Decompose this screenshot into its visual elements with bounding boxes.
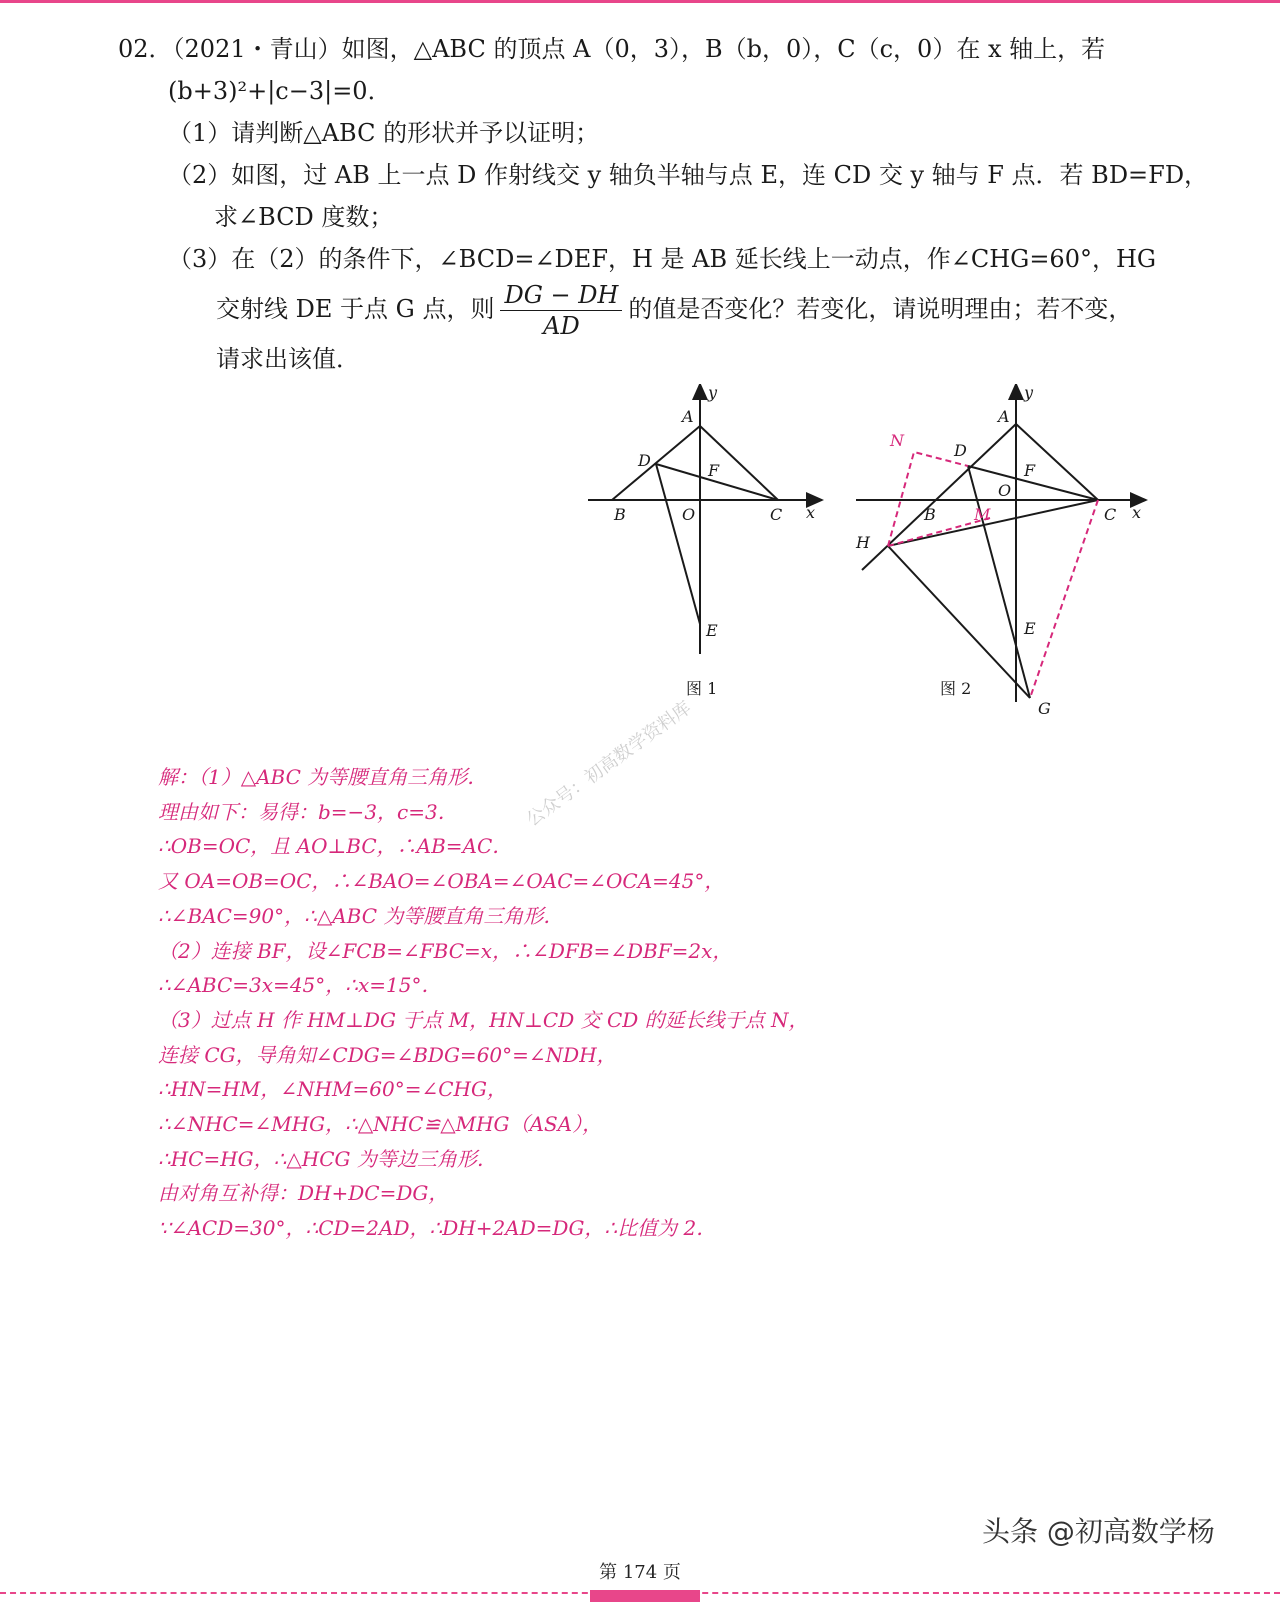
problem-line-1: 02．（2021・青山）如图，△ABC 的顶点 A（0，3），B（b，0），C（c，0）在 x 轴上，若 (118, 35, 1106, 63)
label-h: H (856, 533, 870, 552)
top-rule (0, 0, 1280, 3)
solution-line: ∴∠NHC=∠MHG，∴△NHC≌△MHG（ASA）， (158, 1112, 603, 1137)
label-m: M (974, 505, 991, 524)
solution-line: ∴OB=OC，且 AO⊥BC，∴AB=AC． (158, 834, 513, 859)
label-y: y (708, 384, 718, 402)
label-e: E (1024, 619, 1036, 638)
fraction-denominator: AD (543, 312, 580, 340)
solution-line: 又 OA=OB=OC，∴∠BAO=∠OBA=∠OAC=∠OCA=45°， (158, 869, 725, 894)
question-3-cont (118, 280, 1178, 338)
label-c: C (1104, 505, 1117, 524)
label-d: D (954, 441, 967, 460)
label-f: F (708, 461, 720, 480)
footer-bar (590, 1590, 700, 1602)
label-b: B (924, 505, 936, 524)
segment-ab (612, 426, 700, 500)
label-b: B (614, 505, 626, 524)
brand-watermark: 头条 @初高数学杨 (982, 1515, 1215, 1548)
solution (158, 760, 1058, 1246)
question-3-pre: 交射线 DE 于点 G 点，则 (216, 295, 495, 323)
label-o: O (998, 481, 1012, 500)
question-2: （2）如图，过 AB 上一点 D 作射线交 y 轴负半轴与点 E，连 CD 交 y 轴与 F 点．若 BD=FD， (168, 161, 1209, 189)
solution-line: 连接 CG，导角知∠CDG=∠BDG=60°=∠NDH， (158, 1042, 617, 1067)
solution-line: 理由如下：易得：b=−3，c=3． (158, 799, 458, 824)
segment-hc (888, 500, 1098, 546)
solution-line: ∴HN=HM，∠NHM=60°=∠CHG， (158, 1077, 507, 1102)
fraction (500, 280, 622, 341)
label-a: A (682, 407, 694, 426)
label-x: x (806, 503, 816, 522)
page-number: 第 174 页 (599, 1562, 681, 1583)
solution-line: 解：（1）△ABC 为等腰直角三角形． (158, 765, 488, 789)
question-1: （1）请判断△ABC 的形状并予以证明； (168, 119, 600, 147)
solution-line: ∴HC=HG，∴△HCG 为等边三角形． (158, 1146, 497, 1171)
question-3-post: 的值是否变化？若变化，请说明理由；若不变， (628, 295, 1133, 323)
label-n: N (890, 431, 904, 450)
label-x: x (1132, 503, 1142, 522)
figure-1-svg (588, 384, 828, 714)
figure-2-svg (852, 384, 1162, 724)
question-2-cont: 求∠BCD 度数； (214, 203, 394, 231)
label-e: E (706, 621, 718, 640)
label-y: y (1024, 384, 1034, 402)
label-o: O (682, 505, 696, 524)
fraction-numerator: DG − DH (500, 280, 622, 311)
label-f: F (1024, 461, 1036, 480)
figure-1-caption: 图 1 (686, 679, 718, 698)
solution-line: （3）过点 H 作 HM⊥DG 于点 M，HN⊥CD 交 CD 的延长线于点 N， (158, 1007, 809, 1032)
solution-line: （2）连接 BF，设∠FCB=∠FBC=x，∴∠DFB=∠DBF=2x， (158, 938, 733, 963)
figure-2-caption: 图 2 (940, 679, 972, 698)
figure-2 (852, 384, 1162, 724)
watermark: 公众号：初高数学资料库 (522, 697, 696, 831)
question-3: （3）在（2）的条件下，∠BCD=∠DEF，H 是 AB 延长线上一动点，作∠CHG=60°，HG (168, 245, 1157, 273)
solution-line: 由对角互补得：DH+DC=DG， (158, 1181, 449, 1206)
label-a: A (998, 407, 1010, 426)
solution-line: ∴∠BAC=90°，∴△ABC 为等腰直角三角形． (158, 903, 564, 928)
problem-condition: (b+3)²+|c−3|=0． (168, 77, 392, 105)
question-3-end: 请求出该值． (216, 345, 360, 373)
figure-1 (588, 384, 828, 714)
label-d: D (638, 451, 651, 470)
problem-statement (118, 28, 1209, 380)
dashed-cg (1030, 500, 1098, 698)
solution-line: ∵∠ACD=30°，∴CD=2AD，∴DH+2AD=DG，∴比值为 2． (158, 1216, 717, 1241)
label-c: C (770, 505, 783, 524)
line-ab-extended (862, 424, 1016, 570)
label-g: G (1038, 699, 1051, 718)
solution-line: ∴∠ABC=3x=45°，∴x=15°． (158, 973, 442, 998)
ray-de (656, 464, 700, 624)
